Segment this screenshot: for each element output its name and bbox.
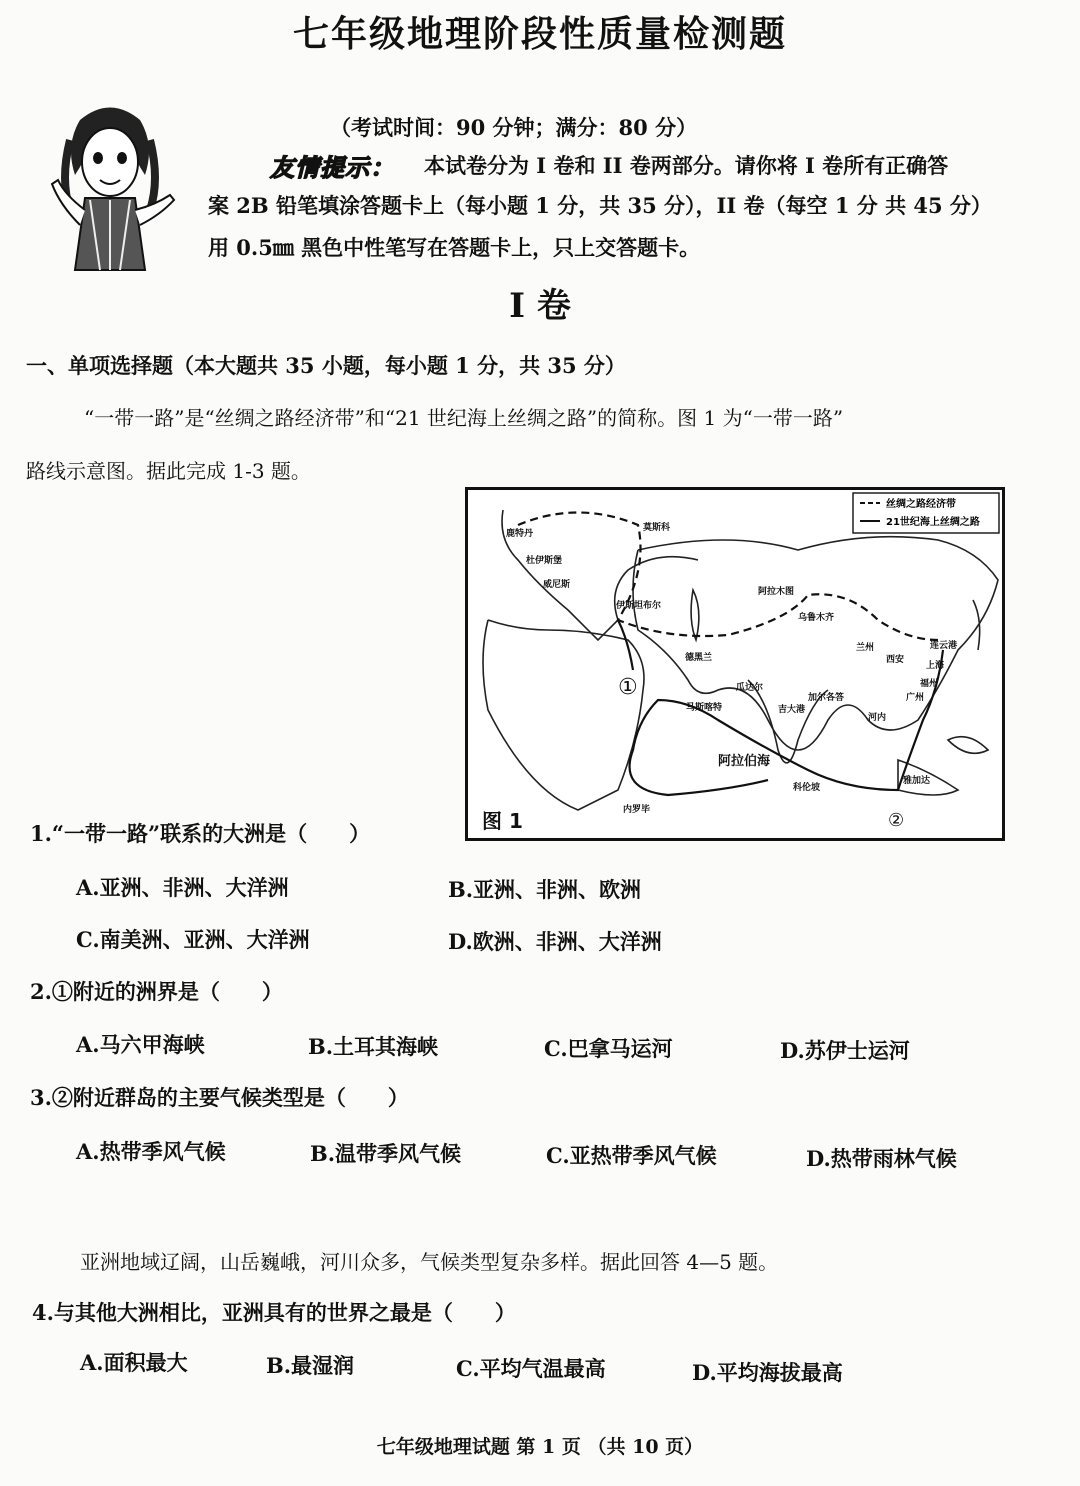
marker-1: ① [618,675,638,700]
place-label: 阿拉木图 [758,587,795,597]
hint-label: 友情提示： [270,153,395,182]
page-footer: 七年级地理试题 第 1 页 （共 10 页） [376,1436,704,1458]
question-2-option-a[interactable]: A.马六甲海峡 [76,1032,205,1057]
legend-belt: 丝绸之路经济带 [886,499,956,510]
place-label: 加尔各答 [808,693,845,703]
hint-line-2: 案 2B 铅笔填涂答题卡上（每小题 1 分，共 35 分），II 卷（每空 1 分 共 45 分） [208,193,992,218]
question-1-option-a[interactable]: A.亚洲、非洲、大洋洲 [76,875,289,900]
sea-label: 阿拉伯海 [718,754,771,769]
question-4-option-b[interactable]: B.最湿润 [266,1353,355,1378]
place-label: 内罗毕 [623,805,651,815]
teacher-cartoon-icon [40,100,180,280]
place-label: 德黑兰 [685,653,713,663]
question-1-stem: 1.“一带一路”联系的大洲是（ ） [30,821,371,846]
place-label: 乌鲁木齐 [798,613,835,623]
place-label: 上海 [926,661,945,671]
question-4-stem: 4.与其他大洲相比，亚洲具有的世界之最是（ ） [32,1300,516,1325]
place-label: 河内 [868,713,887,723]
place-label: 科伦坡 [793,783,821,793]
marker-2: ② [888,810,905,831]
question-2-stem: 2.①附近的洲界是（ ） [30,979,283,1004]
question-3-option-d[interactable]: D.热带雨林气候 [806,1146,957,1171]
question-3-stem: 3.②附近群岛的主要气候类型是（ ） [30,1085,409,1110]
place-label: 瓜达尔 [736,683,764,693]
place-label: 兰州 [856,643,875,653]
question-3-option-c[interactable]: C.亚热带季风气候 [546,1143,717,1168]
hint-line-1: 本试卷分为 I 卷和 II 卷两部分。请你将 I 卷所有正确答 [424,153,949,178]
place-label: 雅加达 [903,776,931,786]
belt-road-map [465,487,1005,841]
intro-asia: 亚洲地域辽阔，山岳巍峨，河川众多，气候类型复杂多样。据此回答 4—5 题。 [80,1250,779,1274]
place-label: 连云港 [930,641,958,651]
question-4-option-d[interactable]: D.平均海拔最高 [692,1360,843,1385]
place-label: 吉大港 [778,705,806,715]
place-label: 威尼斯 [543,580,571,590]
section-title: I 卷 [509,286,571,326]
question-1-option-d[interactable]: D.欧洲、非洲、大洋洲 [448,929,662,954]
intro-line-1: “一带一路”是“丝绸之路经济带”和“21 世纪海上丝绸之路”的简称。图 1 为“一带一路” [84,406,844,430]
place-label: 福州 [920,679,939,689]
place-label: 杜伊斯堡 [526,556,563,566]
question-4-option-a[interactable]: A.面积最大 [80,1350,188,1375]
part-heading: 一、单项选择题（本大题共 35 小题，每小题 1 分，共 35 分） [26,353,626,378]
place-label: 莫斯科 [643,523,671,533]
question-2-option-d[interactable]: D.苏伊士运河 [780,1038,910,1063]
question-4-option-c[interactable]: C.平均气温最高 [456,1356,606,1381]
page-title: 七年级地理阶段性质量检测题 [292,13,787,55]
place-label: 鹿特丹 [506,529,534,539]
place-label: 广州 [906,693,925,703]
question-1-option-b[interactable]: B.亚洲、非洲、欧洲 [448,877,642,902]
place-label: 西安 [886,655,905,665]
question-2-option-b[interactable]: B.土耳其海峡 [308,1034,439,1059]
map-caption: 图 1 [482,809,523,833]
legend-maritime: 21世纪海上丝绸之路 [886,517,980,528]
question-2-option-c[interactable]: C.巴拿马运河 [544,1036,673,1061]
question-1-option-c[interactable]: C.南美洲、亚洲、大洋洲 [76,927,310,952]
exam-info: （考试时间：90 分钟；满分：80 分） [330,115,698,140]
question-3-option-b[interactable]: B.温带季风气候 [310,1141,462,1166]
question-3-option-a[interactable]: A.热带季风气候 [76,1139,226,1164]
hint-line-3: 用 0.5㎜ 黑色中性笔写在答题卡上，只上交答题卡。 [208,235,701,260]
place-label: 伊斯坦布尔 [616,601,662,611]
intro-line-2: 路线示意图。据此完成 1-3 题。 [26,459,311,483]
place-label: 马斯喀特 [686,703,723,713]
